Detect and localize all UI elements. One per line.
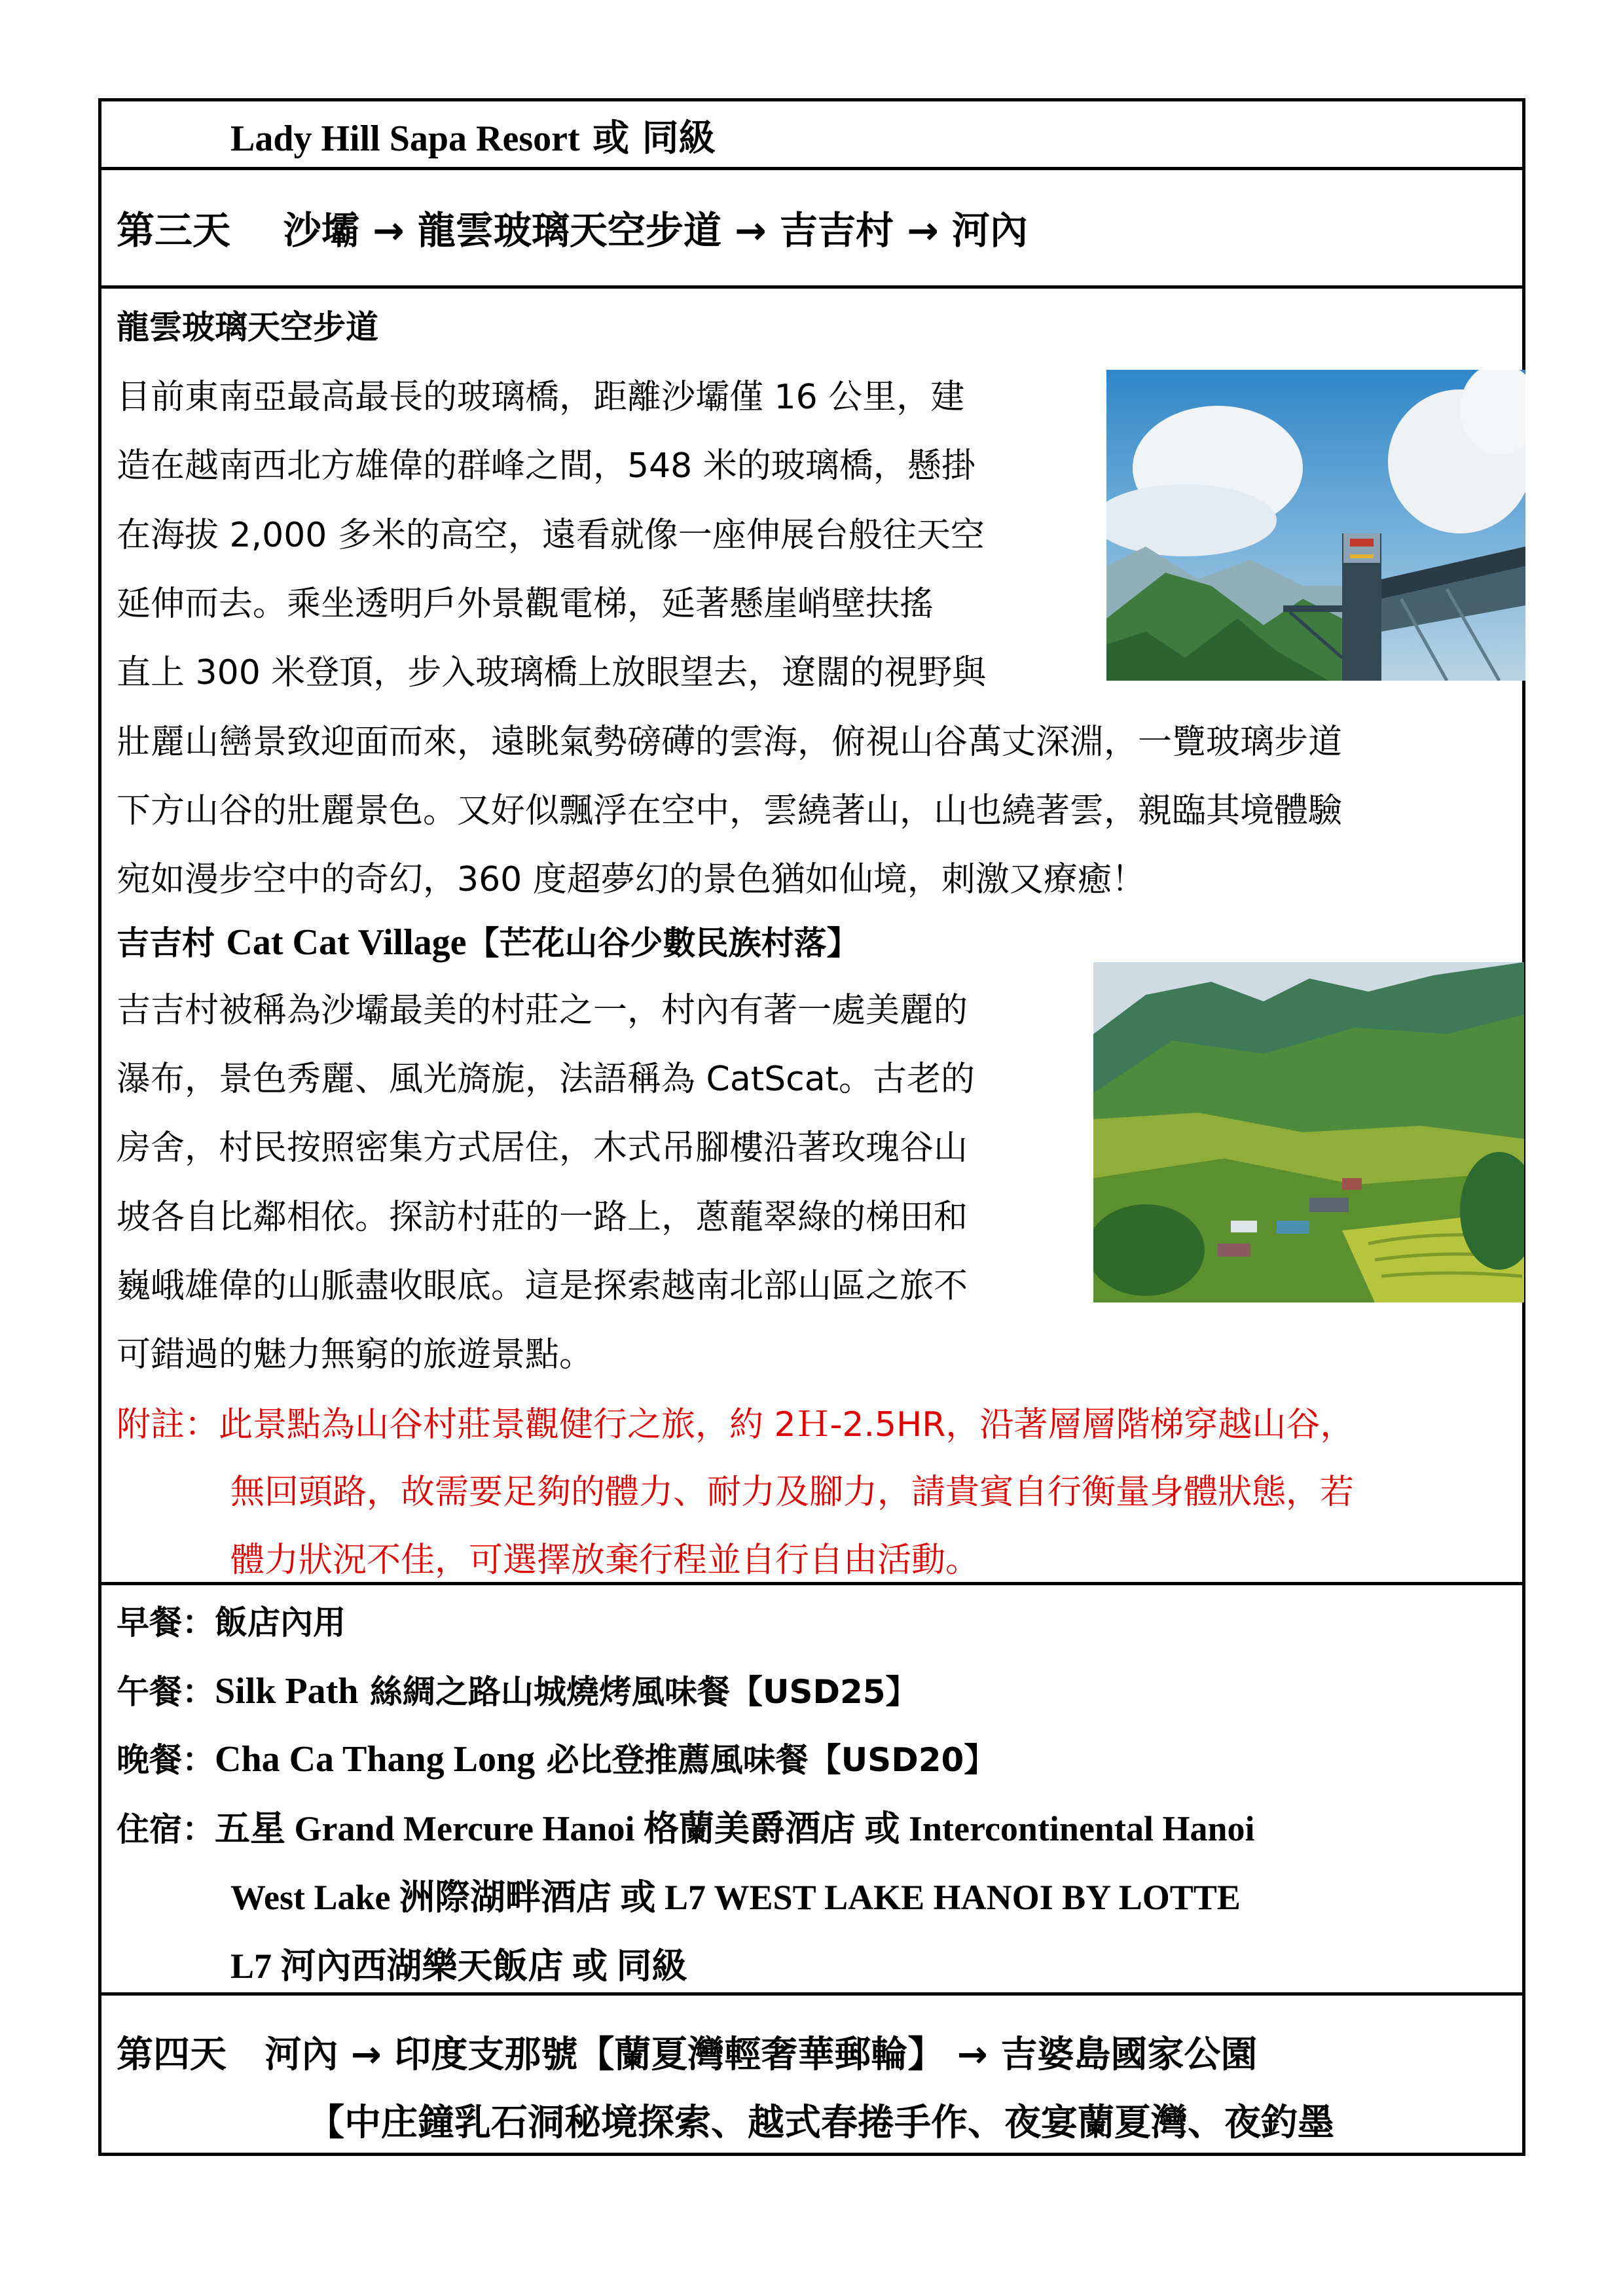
paragraph-line: 目前東南亞最高最長的玻璃橋，距離沙壩僅 16 公里，建 — [117, 378, 965, 417]
note-text: 此景點為山谷村莊景觀健行之旅，約 2Ｈ-2.5HR，沿著層層階梯穿越山谷， — [219, 1405, 1355, 1444]
glass-skywalk-photo — [1106, 370, 1525, 681]
prev-hotel-line — [230, 118, 716, 160]
arrow-icon: → — [373, 208, 405, 253]
heading-cn: 吉吉村 — [117, 924, 215, 962]
meal-label: 晚餐： — [117, 1741, 215, 1779]
row-divider — [98, 1582, 1525, 1585]
paragraph-line: 房舍，村民按照密集方式居住，木式吊腳樓沿著玫瑰谷山 — [117, 1128, 968, 1168]
heading-tag: 【芒花山谷少數民族村落】 — [466, 924, 860, 962]
section-heading-catcat — [117, 922, 859, 964]
paragraph-line: 下方山谷的壯麗景色。又好似飄浮在空中，雲繞著山，山也繞著雲，親臨其境體驗 — [117, 791, 1343, 831]
route-stop: 吉吉村 — [779, 208, 894, 253]
paragraph-line: 坡各自比鄰相依。探訪村莊的一路上，蔥蘢翠綠的梯田和 — [117, 1198, 968, 1237]
arrow-icon: → — [735, 208, 767, 253]
day4-title — [117, 2034, 1257, 2076]
paragraph-line: 延伸而去。乘坐透明戶外景觀電梯，延著懸崖峭壁扶搖 — [117, 584, 934, 624]
meal-value-en: Cha Ca Thang Long — [215, 1739, 536, 1780]
day3-title — [117, 209, 1028, 251]
row-divider — [98, 167, 1525, 170]
note-line-1 — [117, 1404, 1354, 1446]
meal-lunch — [117, 1670, 919, 1713]
note-line-2: 無回頭路，故需要足夠的體力、耐力及腳力，請貴賓自行衡量身體狀態，若 — [230, 1473, 1355, 1512]
paragraph-line: 瀑布，景色秀麗、風光旖旎，法語稱為 CatScat。古老的 — [117, 1060, 975, 1099]
cat-cat-village-photo — [1093, 962, 1524, 1302]
paragraph-line: 可錯過的魅力無窮的旅遊景點。 — [117, 1335, 594, 1374]
paragraph-line: 在海拔 2,000 多米的高空，遠看就像一座伸展台般往天空 — [117, 516, 985, 555]
meal-breakfast — [117, 1602, 346, 1643]
lodging-line-3: L7 河內西湖樂天飯店 或 同級 — [230, 1946, 687, 1986]
heading-en: Cat Cat Village — [226, 922, 467, 963]
row-divider — [98, 285, 1525, 289]
day4-subtitle: 【中庄鐘乳石洞秘境探索、越式春捲手作、夜宴蘭夏灣、夜釣墨 — [308, 2102, 1334, 2144]
paragraph-line: 吉吉村被稱為沙壩最美的村莊之一，村內有著一處美麗的 — [117, 991, 968, 1030]
prev-hotel-suffix: 同級 — [642, 117, 716, 160]
day-label: 第四天 — [117, 2034, 227, 2076]
meal-label: 早餐： — [117, 1604, 215, 1641]
lodging-option: 五星 Grand Mercure Hanoi 格蘭美爵酒店 或 Intercontinental Hanoi — [215, 1809, 1255, 1848]
meal-dinner — [117, 1738, 996, 1781]
meal-value: 飯店內用 — [215, 1604, 346, 1641]
paragraph-line: 直上 300 米登頂，步入玻璃橋上放眼望去，遼闊的視野與 — [117, 653, 987, 692]
paragraph-line: 宛如漫步空中的奇幻，360 度超夢幻的景色猶如仙境，刺激又療癒！ — [117, 860, 1146, 899]
prev-hotel-connector: 或 — [593, 117, 630, 160]
section-heading-skywalk: 龍雲玻璃天空步道 — [117, 308, 378, 346]
lodging-line-1 — [117, 1808, 1255, 1850]
meal-label: 午餐： — [117, 1673, 215, 1711]
lodging-label: 住宿： — [117, 1810, 215, 1848]
row-divider — [98, 1992, 1525, 1996]
route-stop: 沙壩 — [283, 208, 359, 253]
note-label: 附註： — [117, 1405, 219, 1444]
lodging-line-2: West Lake 洲際湖畔酒店 或 L7 WEST LAKE HANOI BY LOTTE — [230, 1878, 1241, 1917]
note-line-3: 體力狀況不佳，可選擇放棄行程並自行自由活動。 — [230, 1541, 980, 1580]
prev-hotel-name: Lady Hill Sapa Resort — [230, 118, 580, 159]
paragraph-line: 巍峨雄偉的山脈盡收眼底。這是探索越南北部山區之旅不 — [117, 1266, 968, 1306]
meal-value-cn: 必比登推薦風味餐【USD20】 — [546, 1741, 997, 1779]
paragraph-line: 壯麗山巒景致迎面而來，遠眺氣勢磅礡的雲海，俯視山谷萬丈深淵，一覽玻璃步道 — [117, 723, 1343, 762]
arrow-icon: → — [907, 208, 939, 253]
day4-route: 河內 → 印度支那號【蘭夏灣輕奢華郵輪】 → 吉婆島國家公園 — [264, 2034, 1258, 2076]
route-stop: 河內 — [951, 208, 1028, 253]
route-stop: 龍雲玻璃天空步道 — [417, 208, 721, 253]
meal-value-cn: 絲綢之路山城燒烤風味餐【USD25】 — [369, 1673, 919, 1711]
paragraph-line: 造在越南西北方雄偉的群峰之間，548 米的玻璃橋，懸掛 — [117, 446, 976, 486]
meal-value-en: Silk Path — [215, 1671, 359, 1712]
day-label: 第三天 — [117, 208, 231, 253]
